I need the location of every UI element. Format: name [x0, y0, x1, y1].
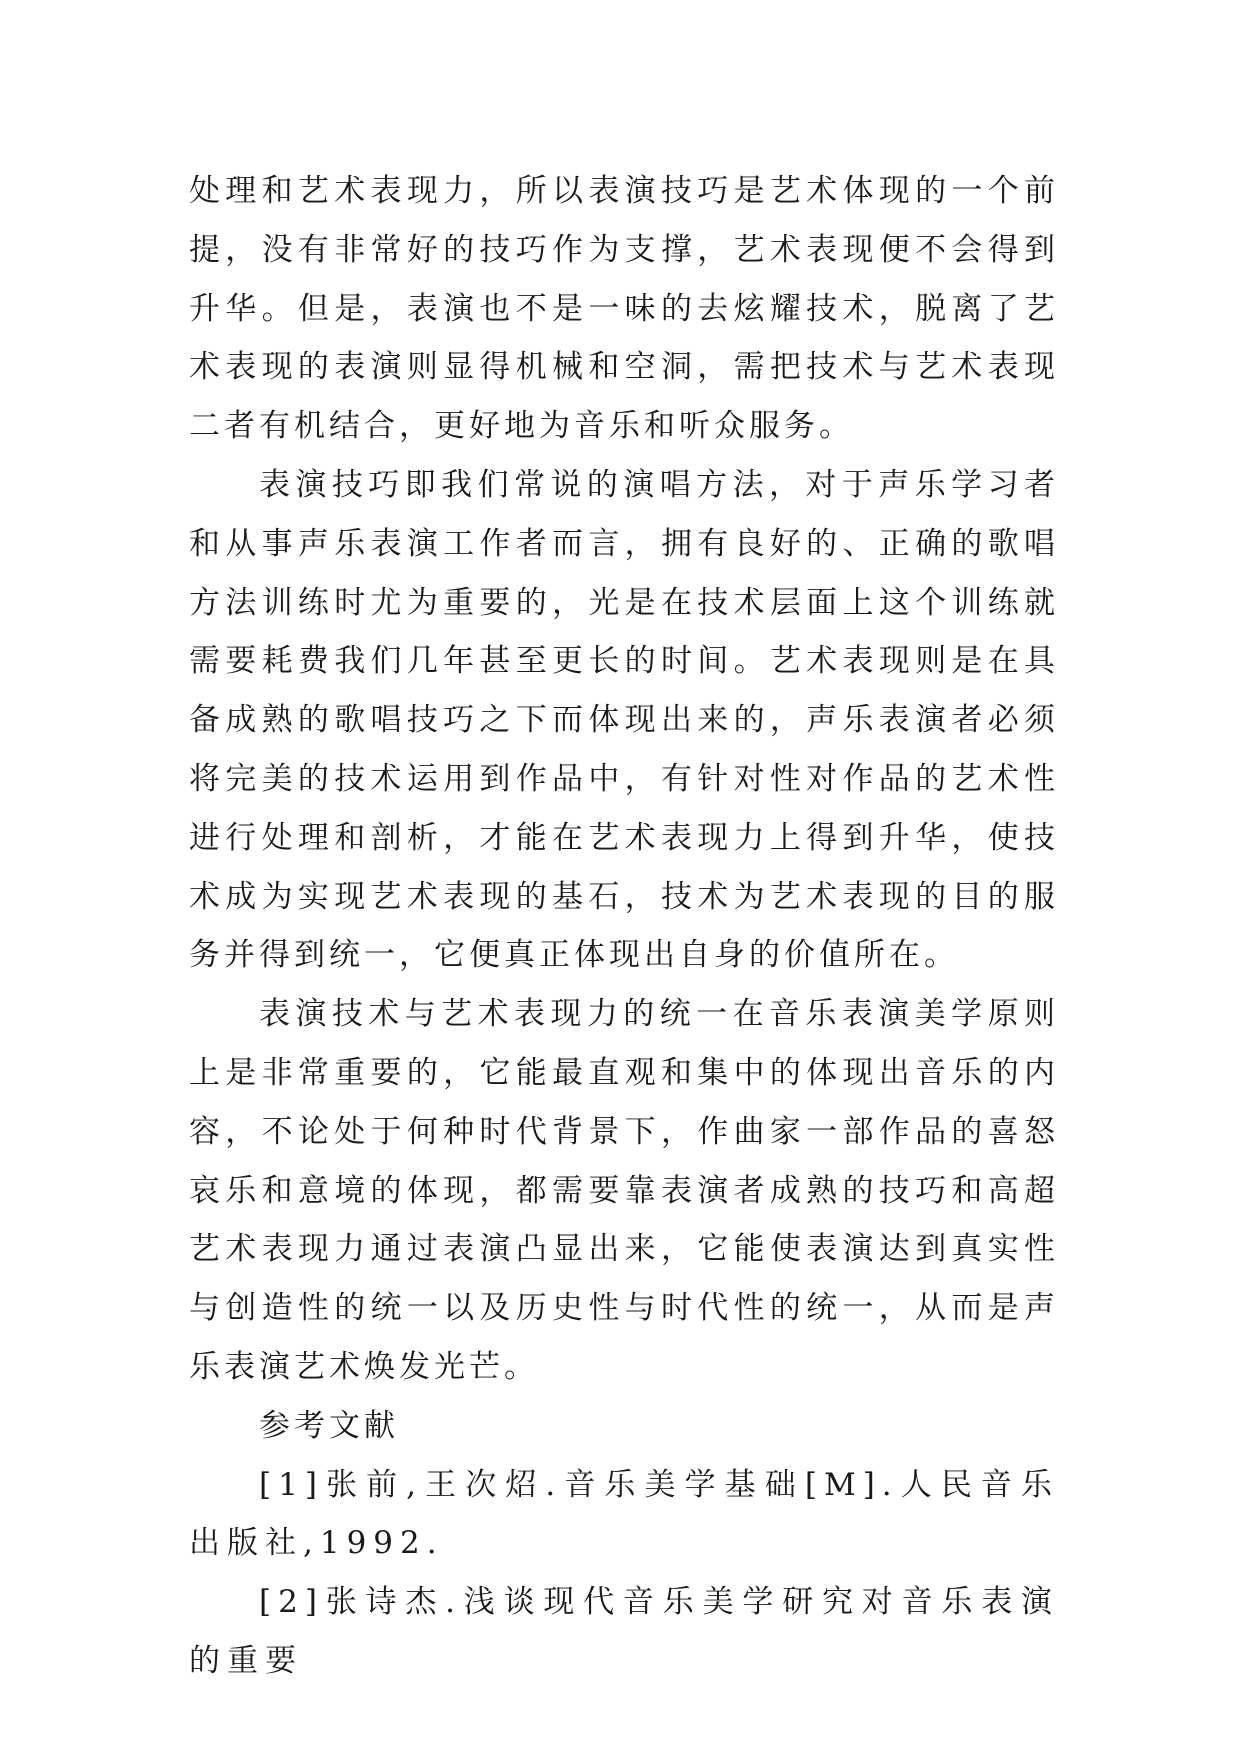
- reference-item-2: [2]张诗杰.浅谈现代音乐美学研究对音乐表演的重要: [189, 1584, 1059, 1679]
- paragraph-technique: 表演技巧即我们常说的演唱方法，对于声乐学习者和从事声乐表演工作者而言，拥有良好的、正确的歌唱方法训练时尤为重要的，光是在技术层面上这个训练就需要耗费我们几年甚至更长的时间。艺术表现则是在具备成熟的歌唱技巧之下而体现出来的，声乐表演者必须将完美的技术运用到作品中，有针对性对作品的艺术性进行处理和剖析，才能在艺术表现力上得到升华，使技术成为实现艺术表现的基石，技术为艺术表现的目的服务并得到统一，它便真正体现出自身的价值所在。: [189, 466, 1059, 974]
- document-page: [189, 162, 1059, 1691]
- reference-item-1: [1]张前,王次炤.音乐美学基础[M].人民音乐出版社,1992.: [189, 1466, 1059, 1562]
- references-heading: 参考文献: [259, 1407, 399, 1444]
- paragraph-unity: 表演技术与艺术表现力的统一在音乐表演美学原则上是非常重要的，它能最直观和集中的体现出音乐的内容，不论处于何种时代背景下，作曲家一部作品的喜怒哀乐和意境的体现，都需要靠表演者成熟的技巧和高超艺术表现力通过表演凸显出来，它能使表演达到真实性与创造性的统一以及历史性与时代性的统一，从而是声乐表演艺术焕发光芒。: [189, 996, 1059, 1385]
- paragraph-continuation: 处理和艺术表现力，所以表演技巧是艺术体现的一个前提，没有非常好的技巧作为支撑，艺术表现便不会得到升华。但是，表演也不是一味的去炫耀技术，脱离了艺术表现的表演则显得机械和空洞，需把技术与艺术表现二者有机结合，更好地为音乐和听众服务。: [189, 173, 1059, 445]
